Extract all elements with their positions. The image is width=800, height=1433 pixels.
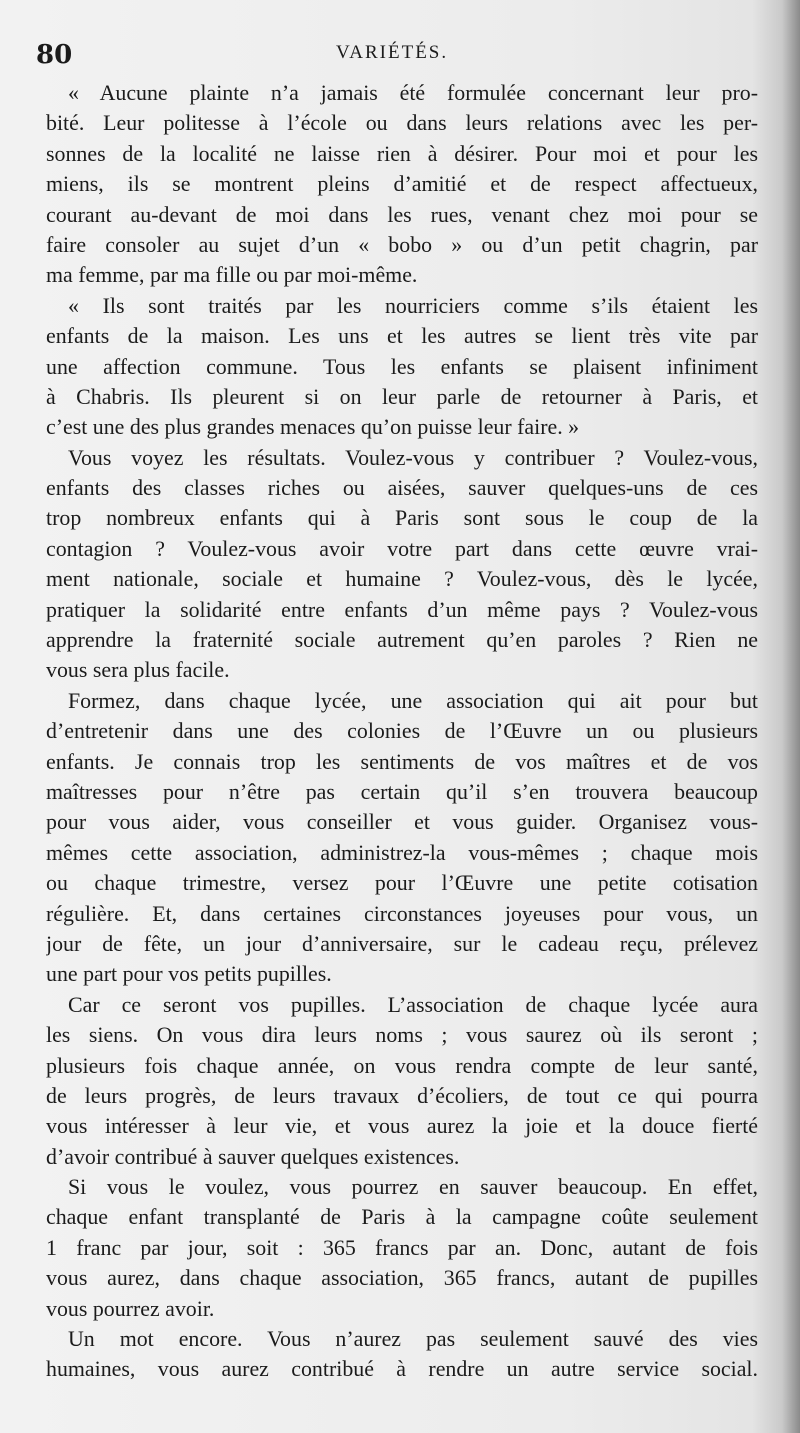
text-line: jour de fête, un jour d’anniversaire, sur le cadeau reçu, prélevez: [46, 930, 758, 956]
text-line: ma femme, par ma fille ou par moi-même.: [46, 262, 418, 288]
text-line: à Chabris. Ils pleurent si on leur parle de retourner à Paris, et: [46, 383, 758, 409]
text-line: mêmes cette association, administrez-la vous-mêmes ; chaque mois: [46, 839, 758, 865]
text-line: miens, ils se montrent pleins d’amitié et de respect affectueux,: [46, 171, 758, 197]
text-line: enfants. Je connais trop les sentiments de vos maîtres et de vos: [46, 748, 758, 774]
text-line: courant au-devant de moi dans les rues, venant chez moi pour se: [46, 201, 758, 227]
text-line: faire consoler au sujet d’un « bobo » ou d’un petit chagrin, par: [46, 231, 758, 257]
text-line: maîtresses pour n’être pas certain qu’il s’en trouvera beaucoup: [46, 778, 758, 804]
text-line: Un mot encore. Vous n’aurez pas seulement sauvé des vies: [68, 1326, 758, 1352]
text-line: Formez, dans chaque lycée, une association qui ait pour but: [68, 687, 758, 713]
body-text: [46, 78, 758, 1385]
text-line: pratiquer la solidarité entre enfants d’un même pays ? Voulez-vous: [46, 596, 758, 622]
text-line: contagion ? Voulez-vous avoir votre part dans cette œuvre vrai-: [46, 535, 758, 561]
text-line: régulière. Et, dans certaines circonstances joyeuses pour vous, un: [46, 900, 758, 926]
text-line: bité. Leur politesse à l’école ou dans leurs relations avec les per-: [46, 110, 758, 136]
text-line: « Aucune plainte n’a jamais été formulée concernant leur pro-: [68, 80, 758, 105]
text-line: apprendre la fraternité sociale autrement qu’en paroles ? Rien ne: [46, 627, 758, 653]
text-line: vous sera plus facile.: [46, 657, 230, 683]
text-line: ment nationale, sociale et humaine ? Voulez-vous, dès le lycée,: [46, 566, 758, 592]
running-head: VARIÉTÉS.: [336, 42, 449, 63]
text-line: vous aurez, dans chaque association, 365 francs, autant de pupilles: [46, 1265, 758, 1291]
text-line: une part pour vos petits pupilles.: [46, 961, 332, 987]
text-line: ou chaque trimestre, versez pour l’Œuvre une petite cotisation: [46, 870, 758, 896]
text-line: d’entretenir dans une des colonies de l’Œuvre un ou plusieurs: [46, 718, 758, 744]
text-line: c’est une des plus grandes menaces qu’on puisse leur faire. »: [46, 414, 580, 440]
text-line: enfants de la maison. Les uns et les autres se lient très vite par: [46, 323, 758, 349]
text-line: « Ils sont traités par les nourriciers comme s’ils étaient les: [68, 292, 758, 318]
text-line: d’avoir contribué à sauver quelques existences.: [46, 1143, 460, 1169]
text-line: enfants des classes riches ou aisées, sauver quelques-uns de ces: [46, 475, 758, 501]
text-line: de leurs progrès, de leurs travaux d’écoliers, de tout ce qui pourra: [46, 1082, 758, 1108]
text-line: vous pourrez avoir.: [46, 1295, 215, 1321]
text-line: une affection commune. Tous les enfants se plaisent infiniment: [46, 353, 758, 379]
text-line: Vous voyez les résultats. Voulez-vous y contribuer ? Voulez-vous,: [68, 444, 758, 470]
text-line: humaines, vous aurez contribué à rendre un autre service social.: [46, 1356, 758, 1382]
page-gutter-shadow: [782, 0, 800, 1433]
text-line: pour vous aider, vous conseiller et vous guider. Organisez vous-: [46, 809, 758, 835]
text-line: chaque enfant transplanté de Paris à la campagne coûte seulement: [46, 1204, 758, 1230]
text-line: trop nombreux enfants qui à Paris sont sous le coup de la: [46, 505, 758, 531]
text-line: 1 franc par jour, soit : 365 francs par an. Donc, autant de fois: [46, 1234, 758, 1260]
text-line: les siens. On vous dira leurs noms ; vous saurez où ils seront ;: [46, 1022, 758, 1048]
page-number: 80: [36, 40, 73, 70]
text-line: plusieurs fois chaque année, on vous rendra compte de leur santé,: [46, 1052, 758, 1078]
text-line: Car ce seront vos pupilles. L’association de chaque lycée aura: [68, 991, 758, 1017]
page-header: [36, 40, 760, 74]
text-line: Si vous le voulez, vous pourrez en sauver beaucoup. En effet,: [68, 1174, 758, 1200]
text-line: sonnes de la localité ne laisse rien à désirer. Pour moi et pour les: [46, 140, 758, 166]
text-line: vous intéresser à leur vie, et vous aurez la joie et la douce fierté: [46, 1113, 758, 1139]
